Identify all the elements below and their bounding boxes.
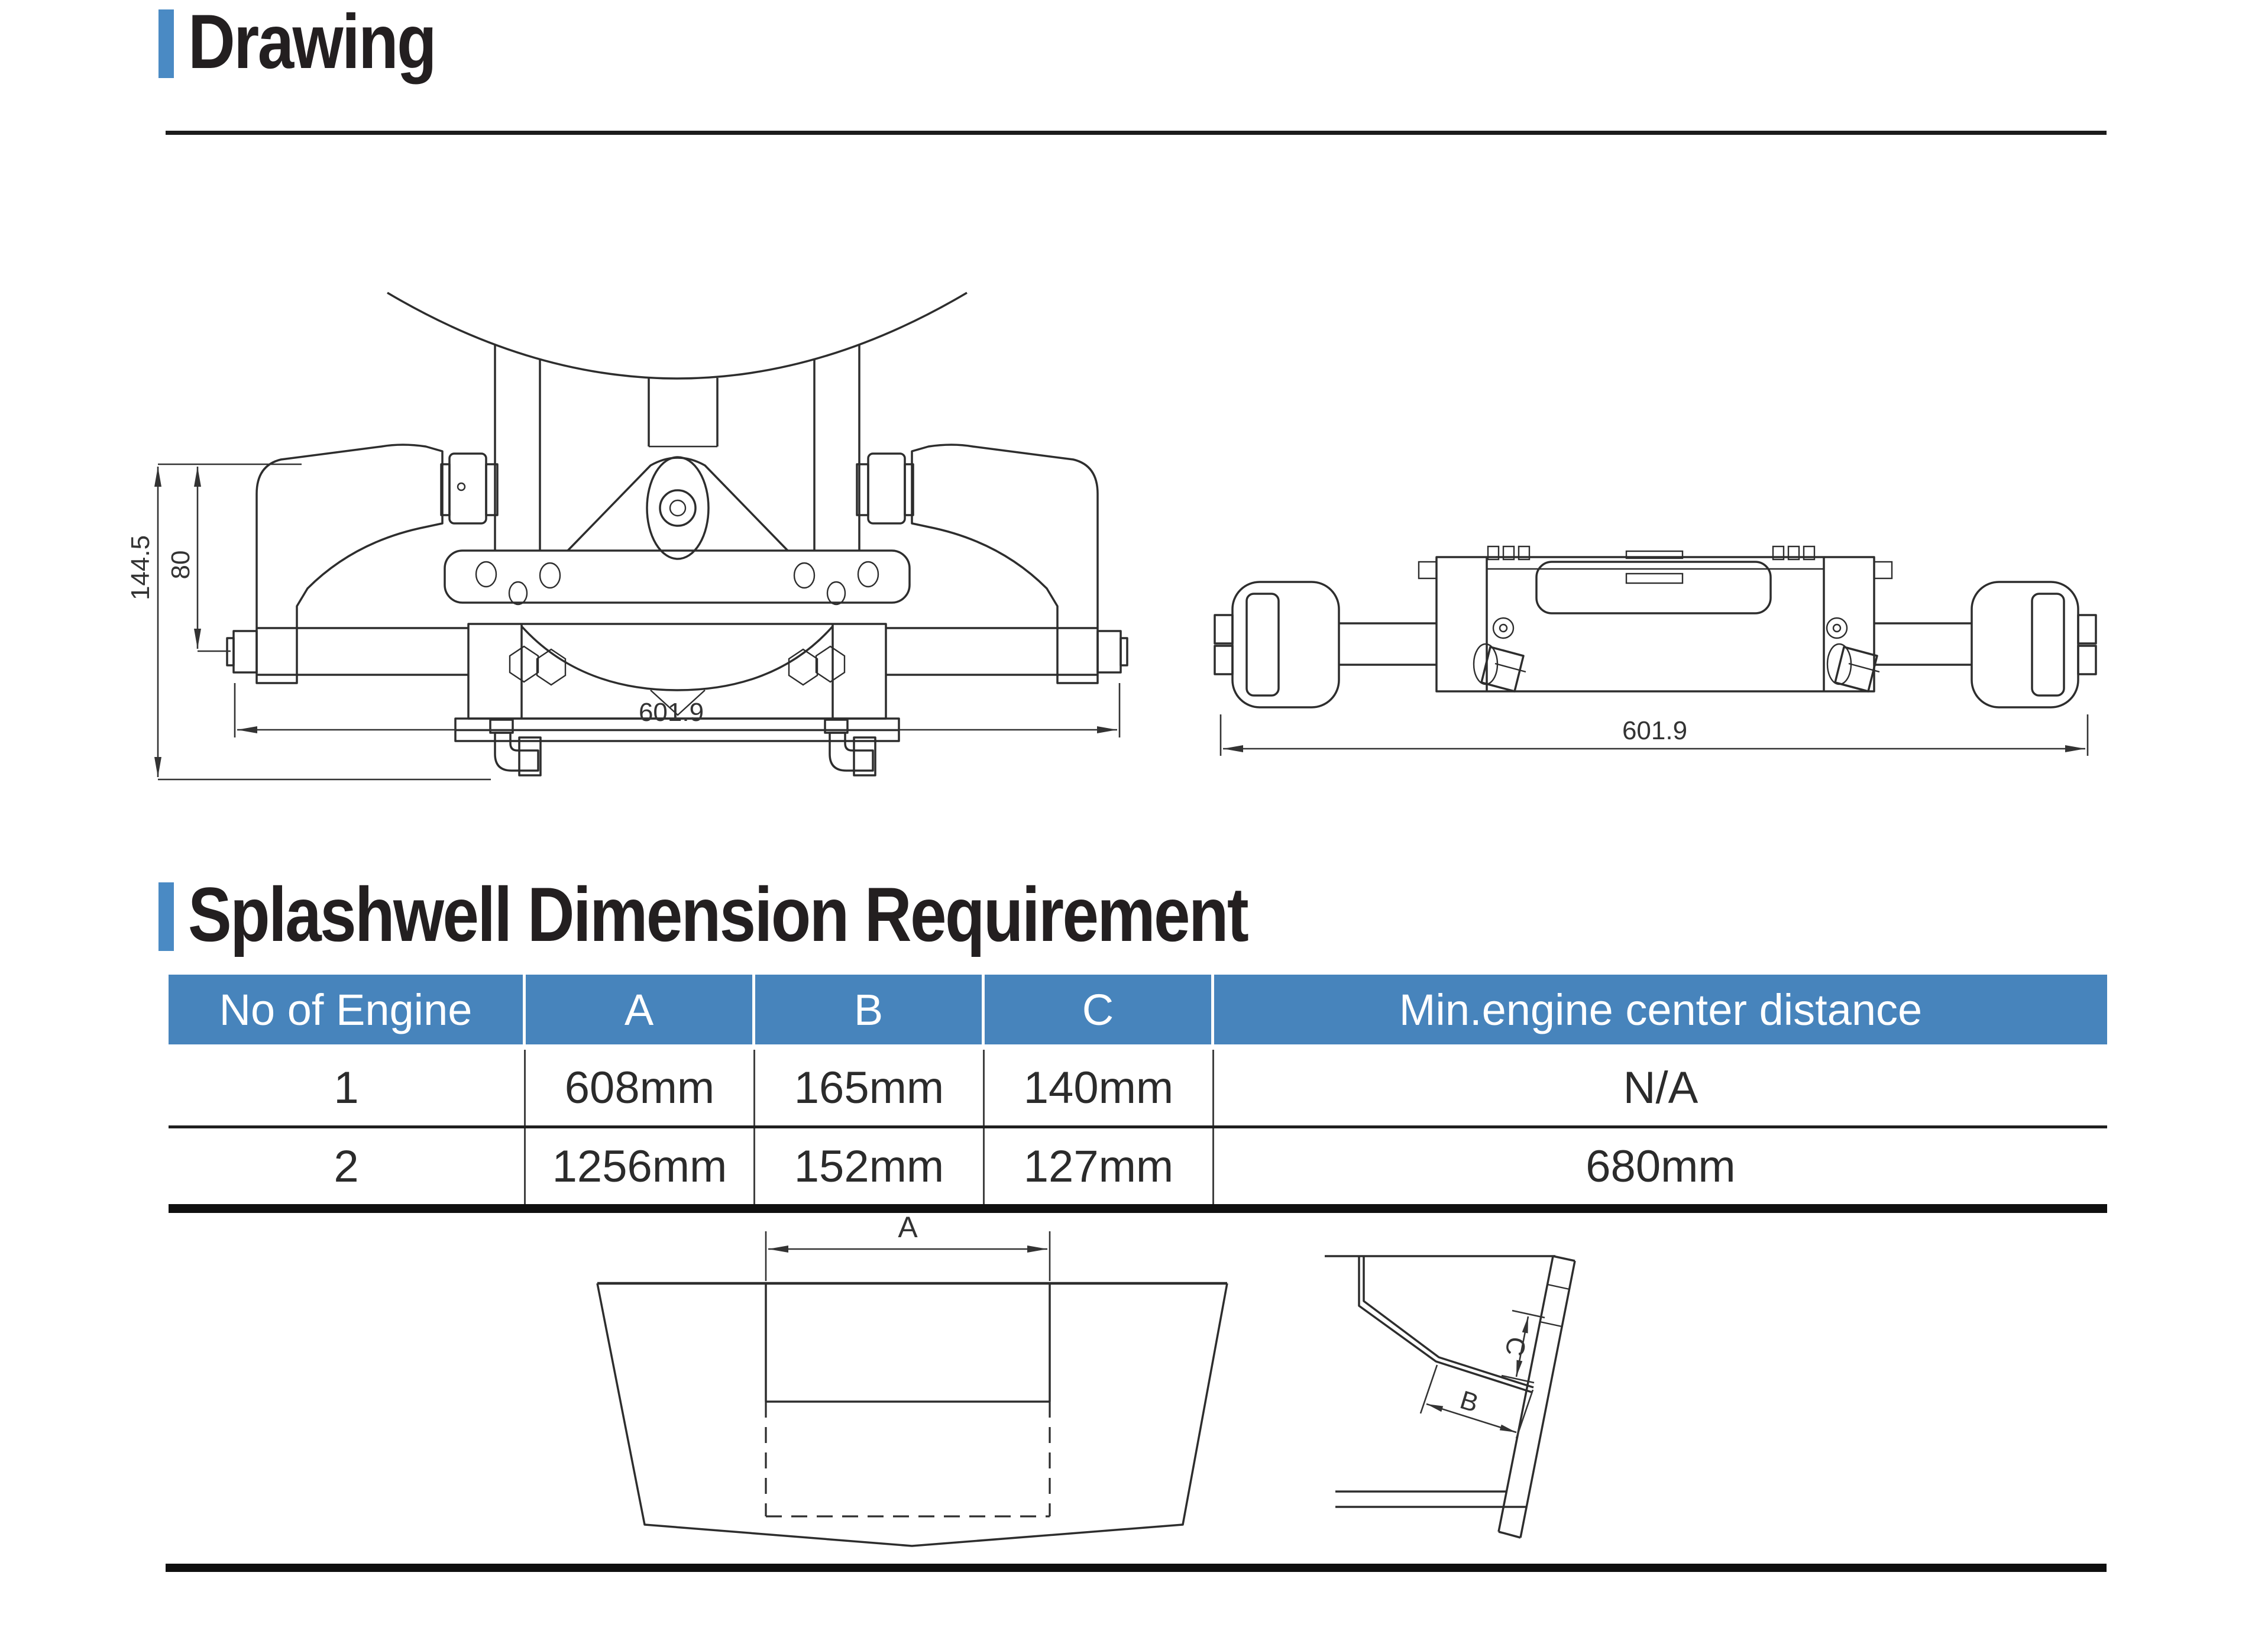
cell-b: 165mm	[755, 1050, 985, 1125]
cylinder-rod	[227, 628, 1127, 675]
cell-engines: 1	[169, 1050, 526, 1125]
transom-outline	[597, 1283, 1227, 1546]
rod-and-clevis-ends	[1215, 582, 2096, 707]
col-header-c: C	[985, 975, 1214, 1044]
hose-elbow-fitting-right	[825, 720, 875, 775]
cell-min-center: 680mm	[1214, 1128, 2107, 1204]
front-view-dimensions	[126, 464, 1120, 779]
table-row	[169, 1128, 2107, 1204]
splashwell-section-title: Splashwell Dimension Requirement	[188, 871, 1248, 957]
dim-label-top-width: 601.9	[1622, 716, 1688, 745]
steering-arm-left	[257, 445, 442, 683]
tie-rod-coupler-right	[857, 454, 913, 523]
dimension-a	[766, 1211, 1050, 1281]
drawing-section-title: Drawing	[188, 0, 436, 85]
cell-b: 152mm	[755, 1128, 985, 1204]
cell-engines: 2	[169, 1128, 526, 1204]
table-row	[169, 1050, 2107, 1125]
steering-arm-right	[912, 445, 1098, 683]
splashwell-dimension-table	[169, 975, 2107, 1213]
cell-c: 140mm	[985, 1050, 1214, 1125]
engine-bracket-plates	[495, 345, 859, 551]
splashwell-side-profile	[1325, 1256, 1575, 1538]
valve-body	[1419, 551, 1892, 691]
clamp-hex-bolts	[510, 646, 845, 685]
bottom-divider-rule	[166, 1564, 2107, 1572]
engine-cutout	[766, 1283, 1050, 1516]
bleed-screws	[1493, 618, 1847, 638]
hose-elbow-fitting-left	[490, 720, 541, 775]
col-header-b: B	[755, 975, 985, 1044]
tie-rod-coupler-left	[441, 454, 497, 523]
cell-c: 127mm	[985, 1128, 1214, 1204]
top-view-dimension	[1221, 714, 2088, 756]
splashwell-side-diagram	[1319, 1223, 1650, 1568]
col-header-engines: No of Engine	[169, 975, 526, 1044]
table-header-gap	[169, 1044, 2107, 1050]
splashwell-accent-bar	[158, 882, 174, 951]
splashwell-front-diagram	[580, 1206, 1260, 1561]
pivot-bracket	[568, 457, 788, 559]
col-header-min-center: Min.engine center distance	[1214, 975, 2107, 1044]
cell-a: 608mm	[526, 1050, 755, 1125]
col-header-a: A	[526, 975, 755, 1044]
angled-port-fittings	[1474, 644, 1879, 691]
cell-a: 1256mm	[526, 1128, 755, 1204]
dim-label-overall-height: 144.5	[126, 535, 155, 601]
dim-label-a: A	[898, 1211, 918, 1244]
dimension-c	[1499, 1311, 1545, 1383]
cylinder-top-view-drawing	[1212, 549, 2159, 763]
cell-min-center: N/A	[1214, 1050, 2107, 1125]
engine-cowl-outline	[387, 293, 967, 378]
dim-label-b: B	[1457, 1385, 1482, 1418]
drawing-accent-bar	[158, 9, 174, 78]
top-divider-rule	[166, 131, 2107, 135]
dim-label-front-width: 601.9	[638, 698, 704, 727]
dim-label-c: C	[1499, 1334, 1532, 1358]
table-header-row	[169, 975, 2107, 1044]
dim-label-bracket-height: 80	[166, 550, 195, 580]
cylinder-front-view-drawing	[47, 269, 1159, 790]
